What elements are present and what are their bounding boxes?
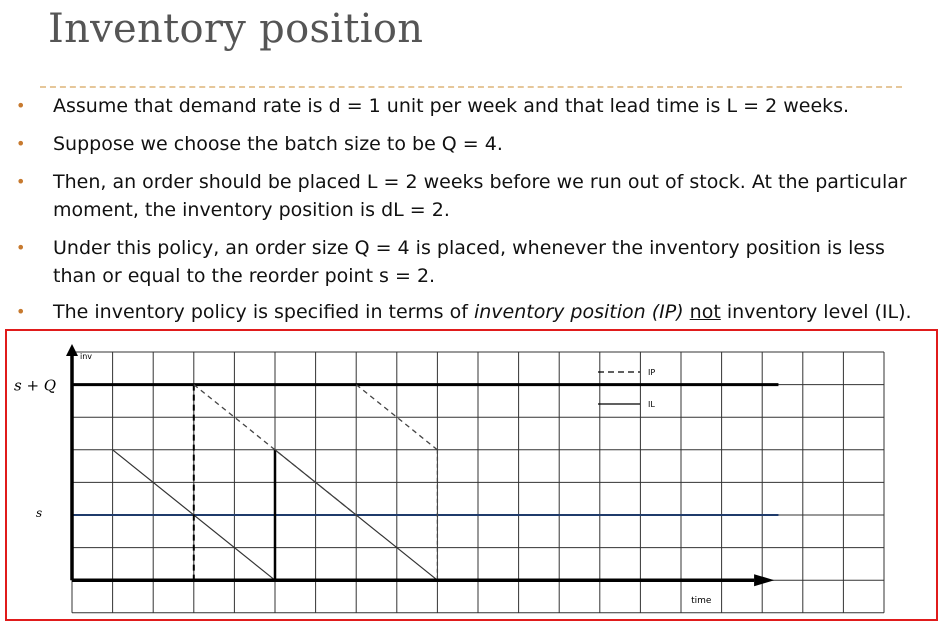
chart-labels (14, 352, 712, 606)
bullet-4-line-2: than or equal to the reorder point s = 2. (53, 265, 436, 287)
level-label-s-plus-q: s + Q (14, 376, 57, 395)
bullet-dot: • (16, 172, 26, 191)
bullet-3-line-2: moment, the inventory position is dL = 2. (53, 199, 450, 221)
x-axis-arrowhead (754, 574, 774, 586)
y-axis-arrowhead (66, 344, 78, 356)
chart-axes (66, 344, 774, 586)
bullet-5-suffix: inventory level (IL). (720, 301, 912, 323)
bullet-2-text: Suppose we choose the batch size to be Q = 4. (53, 133, 503, 155)
bullet-5-italic: inventory position (IP) (473, 301, 684, 323)
bullet-5-prefix: The inventory policy is specified in terms of (53, 301, 474, 323)
bullet-dot: • (16, 134, 26, 153)
bullet-5-underlined: not (689, 301, 721, 323)
chart-grid (72, 352, 884, 613)
bullet-1-text: Assume that demand rate is d = 1 unit per week and that lead time is L = 2 weeks. (53, 95, 850, 117)
bullet-dot: • (16, 238, 26, 257)
bullet-dot: • (16, 96, 26, 115)
slide-title: Inventory position (48, 6, 424, 52)
chart-legend (598, 368, 655, 409)
level-label-s: s (36, 506, 43, 520)
x-axis-label: time (691, 595, 712, 606)
bullet-3-line-1: Then, an order should be placed L = 2 weeks before we run out of stock. At the particular (53, 171, 907, 193)
legend-ip-label: IP (648, 368, 656, 377)
bullet-dot: • (16, 302, 26, 321)
bullet-4-line-1: Under this policy, an order size Q = 4 is placed, whenever the inventory position is less (53, 237, 885, 259)
legend-il-label: IL (648, 400, 655, 409)
y-axis-label: inv (80, 352, 93, 361)
